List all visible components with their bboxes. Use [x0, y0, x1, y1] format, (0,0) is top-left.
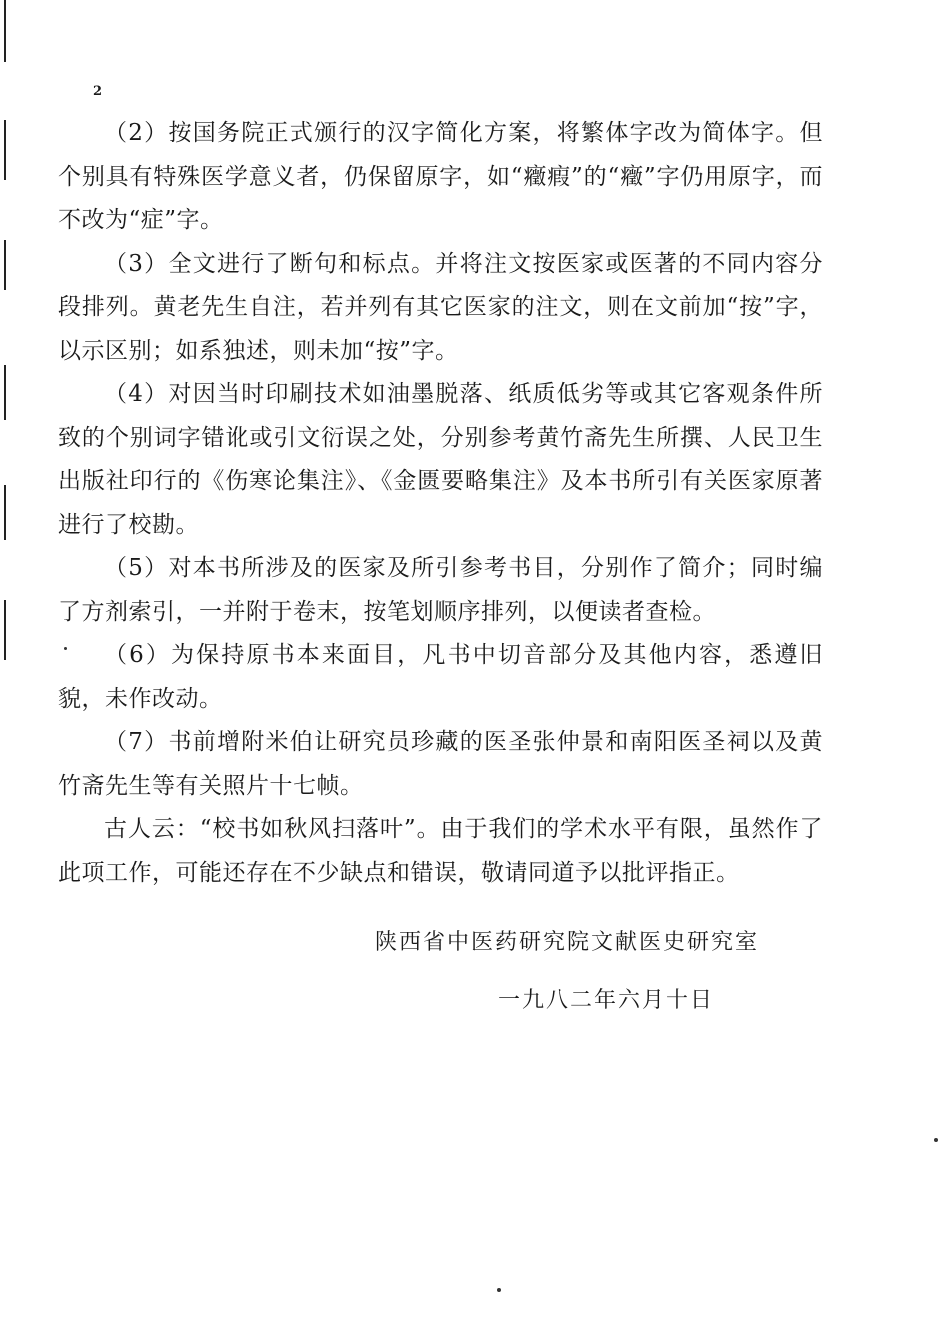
scan-edge-mark: [4, 240, 6, 290]
scan-speck: [497, 1288, 501, 1292]
signature-organization: 陕西省中医药研究院文献医史研究室: [375, 930, 760, 955]
scan-edge-mark: [4, 365, 6, 420]
paragraph-item-4: （4）对因当时印刷技术如油墨脱落、纸质低劣等或其它客观条件所致的个别词字错讹或引文衍误之处，分别参考黄竹斋先生所撰、人民卫生出版社印行的《伤寒论集注》、《金匮要略集注》及本书所引有关医家原著进行了校勘。: [58, 381, 823, 538]
scan-edge-mark: [4, 600, 6, 660]
paragraph-item-3: （3）全文进行了断句和标点。并将注文按医家或医著的不同内容分段排列。黄老先生自注，若并列有其它医家的注文，则在文前加“按”字，以示区别；如系独述，则未加“按”字。: [58, 250, 823, 364]
scan-edge-mark: [4, 0, 6, 62]
closing-paragraph: 古人云：“校书如秋风扫落叶”。由于我们的学术水平有限，虽然作了此项工作，可能还存在不少缺点和错误，敬请同道予以批评指正。: [58, 816, 823, 886]
paragraph-item-6: （6）为保持原书本来面目，凡书中切音部分及其他内容，悉遵旧貌，未作改动。: [58, 642, 823, 712]
scan-speck: [64, 647, 67, 650]
signature-date: 一九八二年六月十日: [498, 988, 715, 1013]
paragraph-item-2: （2）按国务院正式颁行的汉字简化方案，将繁体字改为简体字。但个别具有特殊医学意义者，仍保留原字，如“癥瘕”的“癥”字仍用原字，而不改为“症”字。: [58, 120, 823, 233]
paragraph-item-5: （5）对本书所涉及的医家及所引参考书目，分别作了简介；同时编了方剂索引，一并附于卷末，按笔划顺序排列，以便读者查检。: [58, 555, 823, 625]
scan-edge-mark: [4, 120, 6, 180]
scan-edge-mark: [4, 485, 6, 540]
page-number: 2: [93, 84, 103, 99]
body-text: [58, 112, 823, 895]
scan-speck: [934, 1138, 938, 1142]
paragraph-item-7: （7）书前增附米伯让研究员珍藏的医圣张仲景和南阳医圣祠以及黄竹斋先生等有关照片十七帧。: [58, 729, 823, 799]
